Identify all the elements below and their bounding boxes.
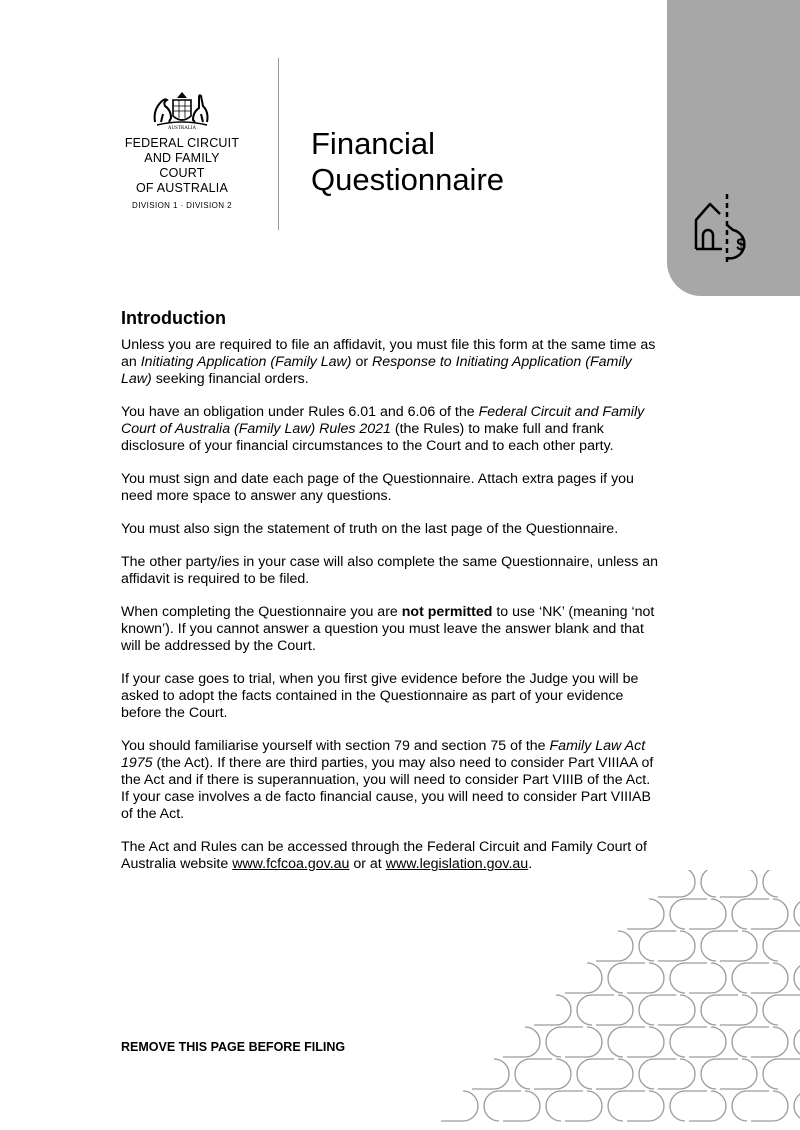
pattern-arc <box>732 1091 747 1121</box>
pattern-arc <box>773 963 788 993</box>
pattern-arc <box>794 1091 800 1121</box>
pattern-dash <box>565 1091 645 1121</box>
pattern-arc <box>556 1059 571 1089</box>
pattern-arc <box>732 963 747 993</box>
pattern-dash <box>720 931 800 961</box>
paragraph-4: You must also sign the statement of truth on the last page of the Questionnaire. <box>121 521 619 537</box>
pattern-dash <box>441 1091 521 1121</box>
decorative-pattern <box>430 870 800 1130</box>
pattern-dash <box>503 1091 583 1121</box>
pattern-arc <box>649 1027 664 1057</box>
svg-text:AUSTRALIA: AUSTRALIA <box>167 126 197 130</box>
pattern-arc <box>608 1091 623 1121</box>
pattern-arc <box>742 931 757 961</box>
pattern-arc <box>701 870 716 897</box>
pattern-arc <box>701 931 716 961</box>
pattern-dash <box>503 1027 583 1057</box>
pattern-arc <box>711 1091 726 1121</box>
pattern-arc <box>711 1027 726 1057</box>
pattern-dash <box>627 963 707 993</box>
pattern-arc <box>639 995 654 1025</box>
pattern-dash <box>658 931 738 961</box>
pattern-arc <box>525 1027 540 1057</box>
section-heading: Introduction <box>121 308 226 328</box>
pattern-dash <box>751 899 800 929</box>
court-name-line1: FEDERAL CIRCUIT <box>124 136 240 150</box>
pattern-arc <box>742 1059 757 1089</box>
pattern-arc <box>618 931 633 961</box>
remove-page-notice: REMOVE THIS PAGE BEFORE FILING <box>121 1040 346 1054</box>
pattern-dash <box>658 1059 738 1089</box>
paragraph-1: Unless you are required to file an affidavit, you must file this form at the same time as an Initiating Application (Family Law) or Response to Initiating Application (Family Law) seeking financial orders. <box>121 337 656 387</box>
court-name-line3: OF AUSTRALIA <box>135 181 228 195</box>
pattern-arc <box>670 963 685 993</box>
pattern-arc <box>639 931 654 961</box>
pattern-arc <box>773 1027 788 1057</box>
pattern-arc <box>711 899 726 929</box>
pattern-arc <box>680 931 695 961</box>
pattern-arc <box>742 995 757 1025</box>
paragraph-6: When completing the Questionnaire you are not permitted to use ‘NK’ (meaning ‘not known’). If you cannot answer a question you must leave the answer blank and that will be addressed by the Court. <box>121 604 655 654</box>
paragraph-3: You must sign and date each page of the Questionnaire. Attach extra pages if you need more space to answer any questions. <box>121 471 634 504</box>
pattern-arc <box>794 963 800 993</box>
title-line2: Questionnaire <box>311 162 505 197</box>
pattern-arc <box>763 1059 778 1089</box>
pattern-dash <box>596 1059 676 1089</box>
pattern-dash <box>658 870 738 897</box>
pattern-arc <box>649 963 664 993</box>
pattern-dash <box>689 1091 769 1121</box>
paragraph-2: You have an obligation under Rules 6.01 and 6.06 of the Federal Circuit and Family Court of Australia (Family Law) Rules 2021 (the Rules) to make full and frank disclosure of your financial circumstances to the Court and to each other party. <box>121 404 645 454</box>
paragraph-7: If your case goes to trial, when you first give evidence before the Judge you will be asked to adopt the facts contained in the Questionnaire as part of your evidence before the Court. <box>121 671 639 721</box>
pattern-arc <box>587 1027 602 1057</box>
pattern-arc <box>732 1027 747 1057</box>
house-dollar-icon <box>690 192 764 271</box>
pattern-dash <box>596 931 676 961</box>
pattern-arc <box>494 1059 509 1089</box>
pattern-arc <box>701 995 716 1025</box>
pattern-arc <box>618 1059 633 1089</box>
pattern-dash <box>534 995 614 1025</box>
svg-text:$: $ <box>736 235 746 254</box>
pattern-arc <box>463 1091 478 1121</box>
pattern-arc <box>618 995 633 1025</box>
introduction-section <box>121 308 661 889</box>
pattern-arc <box>587 963 602 993</box>
pattern-dash <box>720 995 800 1025</box>
pattern-dash <box>689 1027 769 1057</box>
pattern-arc <box>525 1091 540 1121</box>
pattern-arc <box>515 1059 530 1089</box>
pattern-dash <box>627 1027 707 1057</box>
pattern-arc <box>711 963 726 993</box>
pattern-dash <box>751 1027 800 1057</box>
pattern-arc <box>794 899 800 929</box>
pattern-arc <box>587 1091 602 1121</box>
pattern-dash <box>751 1091 800 1121</box>
pattern-arc <box>680 995 695 1025</box>
paragraph-5: The other party/ies in your case will also complete the same Questionnaire, unless an affidavit is required to be filed. <box>121 554 659 587</box>
pattern-arc <box>742 870 757 897</box>
pattern-dash <box>627 899 707 929</box>
court-name-line2: AND FAMILY COURT <box>144 151 220 180</box>
pattern-arc <box>763 931 778 961</box>
paragraph-8: You should familiarise yourself with section 79 and section 75 of the Family Law Act 1975 (the Act). If there are third parties, you may also need to consider Part VIIIAA of the Act and if there is superannuation, you will need to consider Part VIIIB of the Act. If your case involves a de facto financial cause, you will need to consider Part VIIIAB of the Act. <box>121 738 654 822</box>
pattern-arc <box>763 995 778 1025</box>
pattern-arc <box>701 1059 716 1089</box>
pattern-arc <box>649 899 664 929</box>
pattern-arc <box>680 1059 695 1089</box>
paragraph-9: The Act and Rules can be accessed through the Federal Circuit and Family Court of Australia website www.fcfcoa.gov.au or at www.legislation.gov.au. <box>121 839 647 872</box>
pattern-arc <box>773 1091 788 1121</box>
header-divider <box>278 58 279 230</box>
pattern-arc <box>773 899 788 929</box>
pattern-dash <box>534 1059 614 1089</box>
pattern-dash <box>565 963 645 993</box>
court-divisions: DIVISION 1 · DIVISION 2 <box>132 201 232 210</box>
pattern-arc <box>732 899 747 929</box>
pattern-arc <box>556 995 571 1025</box>
pattern-arc <box>670 1091 685 1121</box>
pattern-arc <box>763 870 778 897</box>
legislation-link[interactable]: www.legislation.gov.au <box>385 856 529 872</box>
fcfcoa-link[interactable]: www.fcfcoa.gov.au <box>232 856 350 872</box>
coat-of-arms-icon <box>149 88 215 130</box>
pattern-arc <box>649 1091 664 1121</box>
pattern-dash <box>689 899 769 929</box>
pattern-dash <box>720 1059 800 1089</box>
pattern-dash <box>472 1059 552 1089</box>
pattern-arc <box>546 1091 561 1121</box>
title-line1: Financial <box>311 126 436 161</box>
pattern-arc <box>608 963 623 993</box>
pattern-arc <box>608 1027 623 1057</box>
pattern-dash <box>565 1027 645 1057</box>
pattern-dash <box>689 963 769 993</box>
pattern-dash <box>627 1091 707 1121</box>
court-logo <box>120 88 244 210</box>
pattern-dash <box>658 995 738 1025</box>
pattern-arc <box>670 1027 685 1057</box>
pattern-arc <box>577 995 592 1025</box>
pattern-arc <box>670 899 685 929</box>
pattern-dash <box>751 963 800 993</box>
pattern-arc <box>484 1091 499 1121</box>
page-title <box>311 126 504 198</box>
pattern-arc <box>639 1059 654 1089</box>
pattern-arc <box>680 870 695 897</box>
pattern-dash <box>720 870 800 897</box>
pattern-dash <box>596 995 676 1025</box>
pattern-arc <box>577 1059 592 1089</box>
pattern-arc <box>546 1027 561 1057</box>
pattern-arc <box>794 1027 800 1057</box>
